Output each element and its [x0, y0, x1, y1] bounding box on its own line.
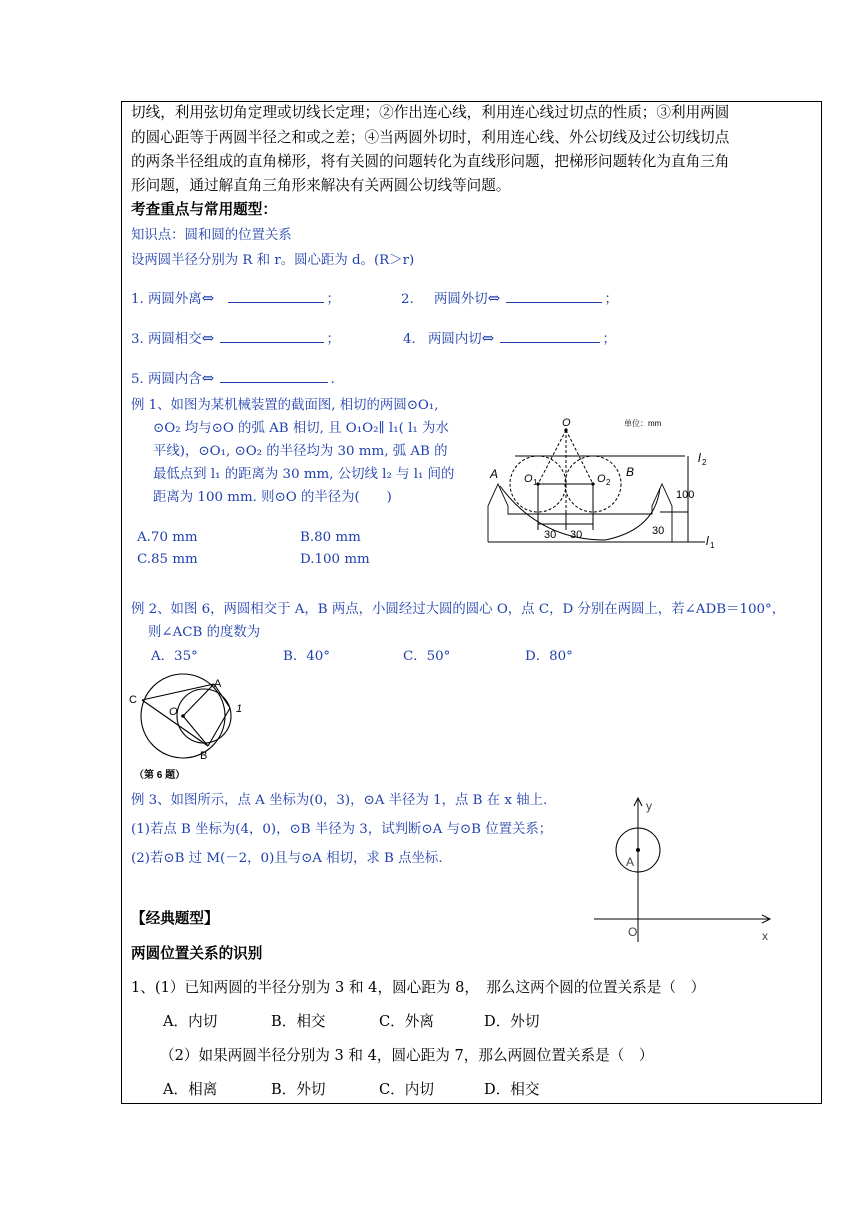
label-a: A — [490, 467, 499, 481]
ex1-option-b[interactable]: B.80 mm — [300, 530, 361, 545]
ex2-line-1: 例 2、如图 6，两圆相交于 A，B 两点，小圆经过大圆的圆心 O，点 C，D 分别在两圆上，若∠ADB＝100°， — [131, 602, 786, 617]
knowledge-item-2 — [401, 288, 618, 307]
q2-option-b[interactable]: B．外切 — [271, 1081, 326, 1098]
item-label: 两圆外切 — [434, 292, 488, 307]
knowledge-topic: 知识点：圆和圆的位置关系 — [131, 228, 292, 243]
ex3-line-2: (1)若点 B 坐标为(4，0)，⊙B 半径为 3，试判断⊙A 与⊙B 位置关系； — [131, 822, 553, 837]
answer-blank[interactable] — [506, 288, 602, 303]
knowledge-item-4 — [403, 328, 616, 347]
label-b: B — [626, 465, 635, 479]
intro-line-3: 的两条半径组成的直角梯形，将有关圆的问题转化为直线形问题，把梯形问题转化为直角三角 — [131, 153, 730, 170]
ex2-option-c[interactable]: C．50° — [403, 649, 451, 664]
q2-option-a[interactable]: A．相离 — [163, 1081, 218, 1098]
label-l1: l — [706, 534, 709, 548]
ex1-option-c[interactable]: C.85 mm — [137, 552, 198, 567]
label-a: A — [626, 855, 635, 869]
ex1-line-2: ⊙O₂ 均与⊙O 的弧 AB 相切, 且 O₁O₂∥ l₁( l₁ 为水 — [153, 421, 449, 436]
q1-option-c[interactable]: C．外离 — [379, 1013, 434, 1030]
equivalence-icon: ⇔ — [201, 329, 215, 347]
dim-100: 100 — [676, 489, 695, 501]
label-x: x — [762, 929, 768, 943]
item-end: ； — [604, 292, 618, 307]
q1-text: 1、(1）已知两圆的半径分别为 3 和 4，圆心距为 8， 那么这两个圆的位置关系是（ ） — [131, 979, 706, 996]
classic-header: 【经典题型】 — [131, 910, 219, 927]
q1-option-b[interactable]: B．相交 — [271, 1013, 326, 1030]
knowledge-item-5 — [131, 368, 335, 387]
label-o: O — [628, 925, 638, 939]
item-label: 两圆相交 — [148, 332, 202, 347]
answer-blank[interactable] — [220, 368, 328, 383]
section-focus-heading: 考查重点与常用题型： — [131, 201, 277, 218]
item-label: 两圆内切 — [428, 332, 482, 347]
ex3-line-1: 例 3、如图所示，点 A 坐标为(0，3)，⊙A 半径为 1，点 B 在 x 轴上. — [131, 793, 548, 808]
equivalence-icon: ⇔ — [487, 289, 501, 307]
dim-30-right: 30 — [652, 525, 665, 537]
label-b: B — [200, 750, 208, 762]
equivalence-icon: ⇔ — [481, 329, 495, 347]
item-number: 3. — [131, 332, 144, 347]
answer-blank[interactable] — [500, 328, 600, 343]
intro-line-2: 的圆心距等于两圆半径之和或之差；④当两圆外切时，利用连心线、外公切线及过公切线切点 — [131, 129, 730, 146]
label-1: 1 — [236, 703, 243, 715]
label-l1-sub: 1 — [710, 541, 715, 550]
knowledge-setup: 设两圆半径分别为 R 和 r。圆心距为 d。(R＞r) — [131, 253, 415, 268]
label-o1-sub: 1 — [533, 478, 538, 487]
label-o1: O — [524, 473, 533, 485]
answer-blank[interactable] — [228, 288, 324, 303]
intro-line-4: 形问题，通过解直角三角形来解决有关两圆公切线等问题。 — [131, 177, 511, 194]
label-o: O — [169, 706, 178, 718]
ex1-line-1: 例 1、如图为某机械装置的截面图, 相切的两圆⊙O₁, — [131, 398, 439, 413]
unit-label: 单位：mm — [624, 419, 662, 428]
q1-option-d[interactable]: D．外切 — [484, 1013, 540, 1030]
item-number: 1. — [131, 292, 144, 307]
ex2-line-2: 则∠ACB 的度数为 — [148, 625, 261, 640]
ex1-option-a[interactable]: A.70 mm — [137, 530, 198, 545]
intro-line-1: 切线，利用弦切角定理或切线长定理；②作出连心线，利用连心线过切点的性质；③利用两圆 — [131, 104, 730, 121]
answer-blank[interactable] — [220, 328, 324, 343]
knowledge-item-1 — [131, 288, 340, 307]
ex1-line-4: 最低点到 l₁ 的距离为 30 mm, 公切线 l₂ 与 l₁ 间的 — [153, 467, 455, 482]
item-end: . — [330, 372, 335, 387]
ex1-mechanical-figure — [480, 412, 720, 552]
label-l2-sub: 2 — [702, 458, 707, 467]
item-number: 5. — [131, 372, 144, 387]
label-l2: l — [698, 451, 701, 465]
classic-subheader: 两圆位置关系的识别 — [131, 945, 263, 962]
label-o: O — [562, 417, 571, 429]
equivalence-icon: ⇔ — [201, 289, 215, 307]
ex1-option-d[interactable]: D.100 mm — [300, 552, 370, 567]
ex3-line-3: (2)若⊙B 过 M(－2，0)且与⊙A 相切，求 B 点坐标. — [131, 851, 443, 866]
item-end: ； — [326, 292, 340, 307]
ex3-coordinate-figure — [590, 794, 780, 944]
dim-30-mid: 30 — [570, 529, 583, 541]
dim-30-left: 30 — [544, 529, 557, 541]
equivalence-icon: ⇔ — [201, 369, 215, 387]
label-o2: O — [597, 473, 606, 485]
ex2-circles-figure — [126, 672, 256, 786]
item-end: ； — [326, 332, 340, 347]
label-a: A — [214, 678, 222, 690]
item-label: 两圆内含 — [148, 372, 202, 387]
ex2-option-b[interactable]: B．40° — [283, 649, 330, 664]
q1-option-a[interactable]: A．内切 — [163, 1013, 218, 1030]
item-number: 4. — [403, 332, 416, 347]
knowledge-item-3 — [131, 328, 340, 347]
item-end: ； — [602, 332, 616, 347]
ex2-option-d[interactable]: D．80° — [525, 649, 573, 664]
figure-caption: （第 6 题） — [134, 770, 186, 781]
item-label: 两圆外离 — [148, 292, 202, 307]
q2-option-d[interactable]: D．相交 — [484, 1081, 540, 1098]
label-y: y — [646, 799, 652, 813]
label-c: C — [129, 694, 137, 706]
ex2-option-a[interactable]: A．35° — [151, 649, 198, 664]
q2-option-c[interactable]: C．内切 — [379, 1081, 434, 1098]
item-number: 2. — [401, 292, 414, 307]
label-o2-sub: 2 — [606, 478, 611, 487]
q2-text: （2）如果两圆半径分别为 3 和 4，圆心距为 7，那么两圆位置关系是（ ） — [160, 1047, 654, 1064]
ex1-line-3: 平线)，⊙O₁, ⊙O₂ 的半径均为 30 mm, 弧 AB 的 — [153, 444, 448, 459]
ex1-line-5: 距离为 100 mm. 则⊙O 的半径为( ) — [153, 490, 392, 505]
